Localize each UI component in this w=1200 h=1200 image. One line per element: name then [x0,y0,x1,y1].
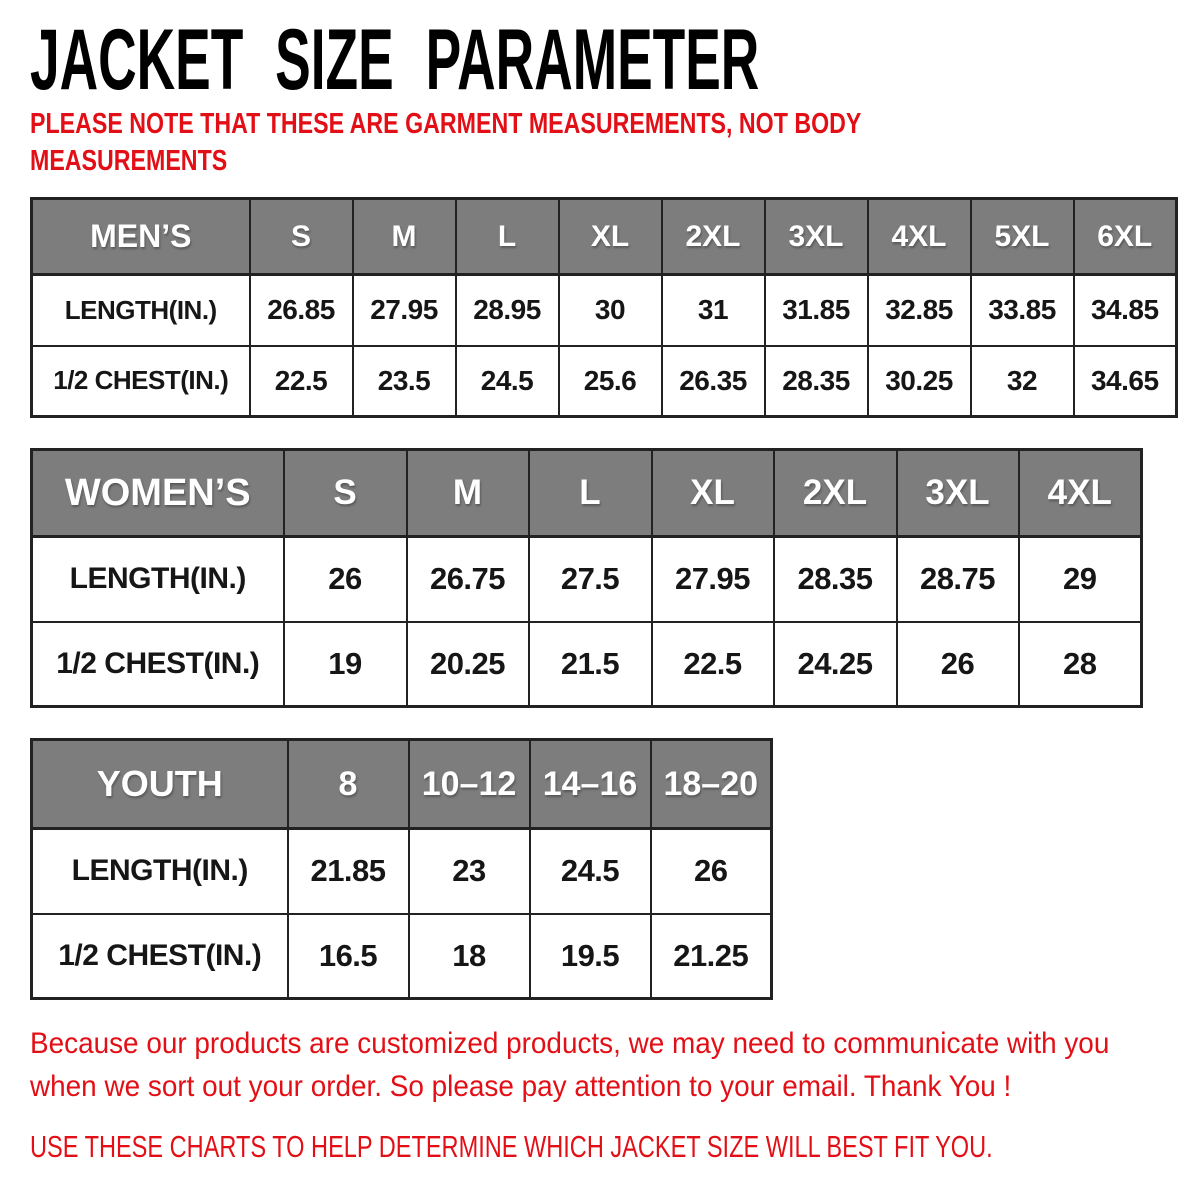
value-cell: 16.5 [288,914,409,999]
table-row [32,829,772,914]
size-header-cell: S [284,450,407,537]
value-cell: 24.25 [774,622,897,707]
value-cell: 19.5 [530,914,651,999]
size-header-cell: 2XL [662,199,765,275]
table-header-row [32,450,1142,537]
size-header-cell: 4XL [868,199,971,275]
value-cell: 24.5 [456,346,559,417]
value-cell: 19 [284,622,407,707]
value-cell: 24.5 [530,829,651,914]
size-header-cell: 6XL [1074,199,1177,275]
value-cell: 29 [1019,537,1142,622]
value-cell: 28.95 [456,275,559,346]
value-cell: 21.85 [288,829,409,914]
value-cell: 20.25 [407,622,529,707]
value-cell: 33.85 [971,275,1074,346]
value-cell: 22.5 [250,346,353,417]
size-header-cell: 5XL [971,199,1074,275]
size-header-cell: 18–20 [651,740,772,829]
size-header-cell: 10–12 [409,740,530,829]
value-cell: 26 [284,537,407,622]
value-cell: 28.75 [897,537,1019,622]
row-label-cell: LENGTH(IN.) [32,829,288,914]
value-cell: 32 [971,346,1074,417]
table-row [32,537,1142,622]
fit-advice-line: USE THESE CHARTS TO HELP DETERMINE WHICH JACKET SIZE WILL BEST FIT YOU. [30,1129,993,1164]
value-cell: 21.5 [529,622,652,707]
row-label-cell: 1/2 CHEST(IN.) [32,622,284,707]
table-header-row [32,199,1177,275]
value-cell: 23 [409,829,530,914]
size-header-cell: M [407,450,529,537]
customization-notice [30,1022,1191,1108]
table-row [32,914,772,999]
value-cell: 26.75 [407,537,529,622]
note-line-2: MEASUREMENTS [30,145,228,177]
value-cell: 26 [651,829,772,914]
size-header-cell: 14–16 [530,740,651,829]
table-row [32,275,1177,346]
size-header-cell: S [250,199,353,275]
row-label-cell: LENGTH(IN.) [32,275,250,346]
value-cell: 31.85 [765,275,868,346]
row-label-cell: LENGTH(IN.) [32,537,284,622]
table-name-cell: MEN’S [32,199,250,275]
value-cell: 28 [1019,622,1142,707]
size-header-cell: 3XL [765,199,868,275]
size-header-cell: L [529,450,652,537]
note-line-1: PLEASE NOTE THAT THESE ARE GARMENT MEASUREMENTS, NOT BODY [30,108,862,140]
size-header-cell: L [456,199,559,275]
value-cell: 32.85 [868,275,971,346]
value-cell: 21.25 [651,914,772,999]
size-header-cell: XL [559,199,662,275]
page-title: JACKET SIZE PARAMETER [30,12,760,108]
size-header-cell: 8 [288,740,409,829]
value-cell: 27.95 [652,537,774,622]
customization-notice-line-2: when we sort out your order. So please pay attention to your email. Thank You ! [30,1070,1012,1103]
value-cell: 28.35 [765,346,868,417]
value-cell: 26.85 [250,275,353,346]
size-header-cell: 3XL [897,450,1019,537]
value-cell: 30 [559,275,662,346]
womens-size-table [30,448,1143,708]
table-name-cell: WOMEN’S [32,450,284,537]
value-cell: 28.35 [774,537,897,622]
row-label-cell: 1/2 CHEST(IN.) [32,346,250,417]
value-cell: 26 [897,622,1019,707]
value-cell: 34.65 [1074,346,1177,417]
size-header-cell: XL [652,450,774,537]
table-row [32,346,1177,417]
value-cell: 31 [662,275,765,346]
value-cell: 23.5 [353,346,456,417]
row-label-cell: 1/2 CHEST(IN.) [32,914,288,999]
table-row [32,622,1142,707]
value-cell: 30.25 [868,346,971,417]
value-cell: 22.5 [652,622,774,707]
table-name-cell: YOUTH [32,740,288,829]
value-cell: 34.85 [1074,275,1177,346]
youth-size-table [30,738,773,1000]
size-header-cell: M [353,199,456,275]
size-header-cell: 2XL [774,450,897,537]
value-cell: 25.6 [559,346,662,417]
value-cell: 18 [409,914,530,999]
garment-measurement-note [30,106,1069,180]
value-cell: 27.95 [353,275,456,346]
value-cell: 26.35 [662,346,765,417]
mens-size-table [30,197,1178,418]
value-cell: 27.5 [529,537,652,622]
customization-notice-line-1: Because our products are customized products, we may need to communicate with you [30,1027,1110,1060]
size-header-cell: 4XL [1019,450,1142,537]
table-header-row [32,740,772,829]
